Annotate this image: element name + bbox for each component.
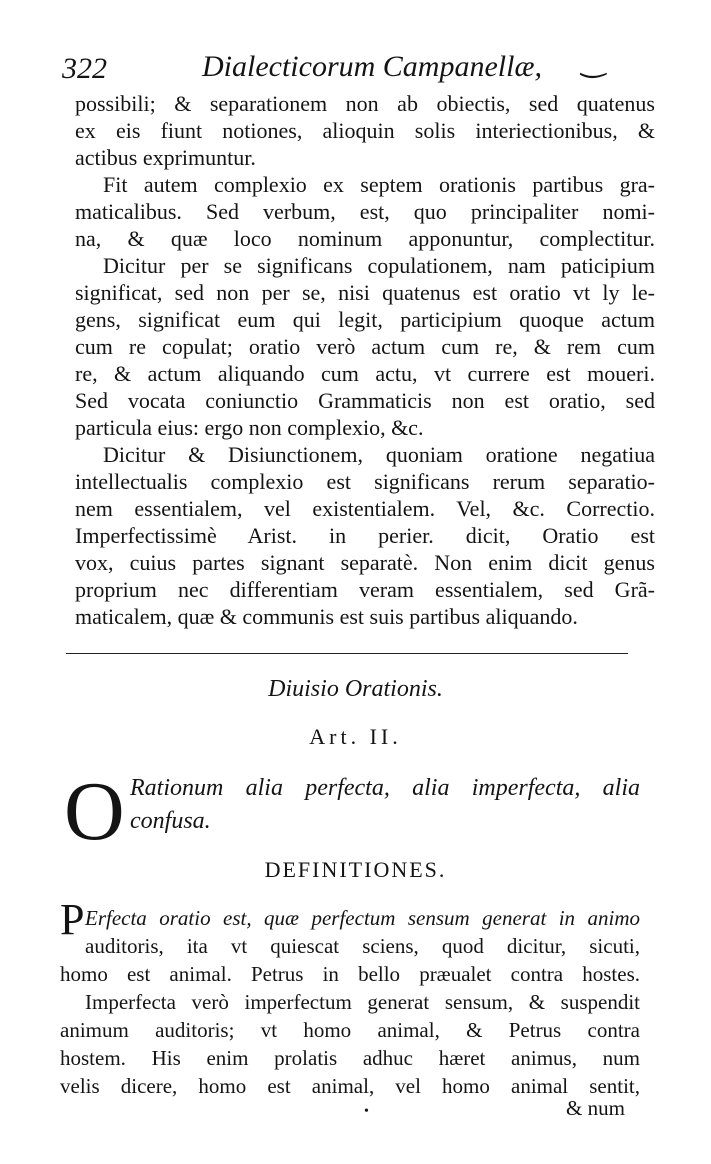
definitions-text (60, 904, 640, 1100)
text-line: intellectualis complexio est significans rerum separatio- (75, 469, 655, 494)
text-line: possibili; & separationem non ab obiectis, sed quatenus (75, 91, 655, 116)
article-heading: Art. II. (309, 724, 402, 749)
drop-cap: O (64, 765, 125, 858)
text-line: gens, significat eum qui legit, participium quoque actum (75, 307, 655, 332)
text-line: Rationum alia perfecta, alia imperfecta, alia (130, 775, 640, 801)
running-header (62, 45, 642, 94)
text-line: hostem. His enim prolatis adhuc hæret animus, num (60, 1046, 640, 1070)
text-line: velis dicere, homo est animal, vel homo animal sentit, (60, 1074, 640, 1098)
text-line: animum auditoris; vt homo animal, & Petrus contra (60, 1018, 640, 1042)
header-mark: ‿ (582, 45, 607, 78)
running-title: Dialecticorum Campanellæ, (202, 50, 542, 83)
text-line: auditoris, ita vt quiescat sciens, quod dicitur, sicuti, (85, 934, 640, 958)
section-divider (66, 653, 628, 654)
text-line: significat, sed non per se, nisi quatenus est oratio vt ly le- (75, 280, 655, 305)
text-line: re, & actum aliquando cum actu, vt currere est moueri. (75, 361, 655, 386)
section-title: Diuisio Orationis. (268, 676, 443, 702)
text-line: Imperfecta verò imperfectum generat sensum, & suspendit (85, 990, 640, 1014)
text-line: Dicitur & Disiunctionem, quoniam oratione negatiua (103, 442, 655, 467)
text-line: confusa. (130, 808, 211, 834)
drop-cap-definitions: P (60, 895, 85, 944)
text-line: Erfecta oratio est, quæ perfectum sensum generat in animo (85, 906, 640, 930)
text-line: maticalem, quæ & communis est suis partibus aliquando. (75, 604, 578, 629)
text-line: proprium nec differentiam veram essentialem, sed Grã- (75, 577, 655, 602)
text-line: nem essentialem, vel existentialem. Vel, &c. Correctio. (75, 496, 655, 521)
text-line: particula eius: ergo non complexio, &c. (75, 415, 424, 440)
text-line: cum re copulat; oratio verò actum cum re, & rem cum (75, 334, 655, 359)
text-line: actibus exprimuntur. (75, 145, 256, 170)
text-line: Dicitur per se significans copulationem, nam paticipium (103, 253, 655, 278)
text-line: vox, cuius partes signant separatè. Non enim dicit genus (75, 550, 655, 575)
text-line: Imperfectissimè Arist. in perier. dicit, Oratio est (75, 523, 655, 548)
text-line: homo est animal. Petrus in bello præualet contra hostes. (60, 962, 640, 986)
text-line: maticalibus. Sed verbum, est, quo principaliter nomi- (75, 199, 655, 224)
text-block-top (75, 90, 655, 630)
text-line: ex eis fiunt notiones, alioquin solis interiectionibus, & (75, 118, 655, 143)
text-line: Fit autem complexio ex septem orationis partibus gra- (103, 172, 655, 197)
printer-mark: • (364, 1104, 369, 1119)
text-line: na, & quæ loco nominum apponuntur, complectitur. (75, 226, 655, 251)
catchword: & num (566, 1096, 625, 1120)
page-number: 322 (62, 52, 107, 85)
definitions-heading: DEFINITIONES. (264, 857, 447, 882)
division-paragraph (130, 772, 640, 838)
text-line: Sed vocata coniunctio Grammaticis non est oratio, sed (75, 388, 655, 413)
